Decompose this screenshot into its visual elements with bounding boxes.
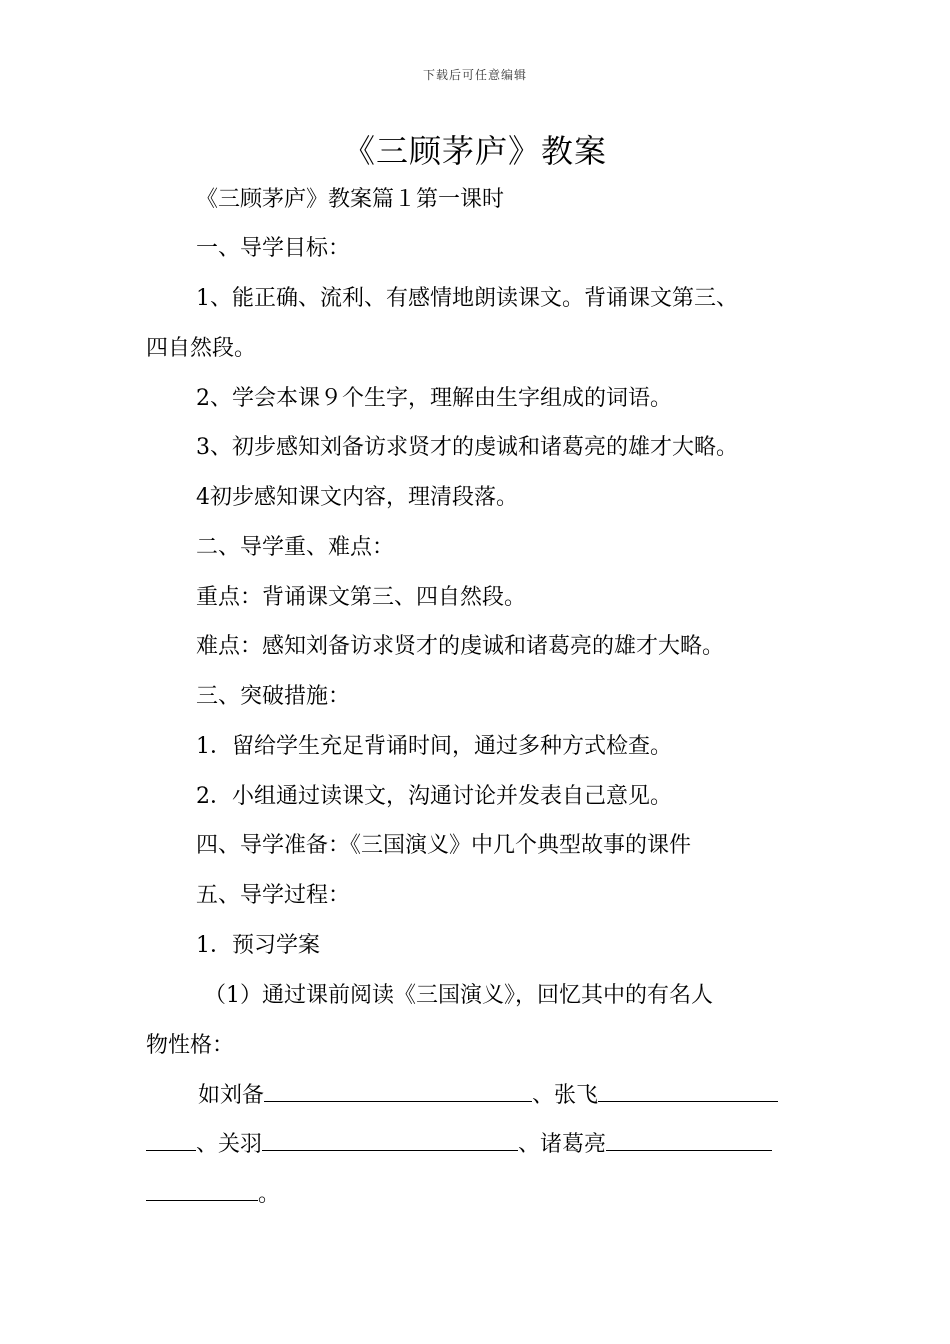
fill-end-mark: 。 xyxy=(258,1182,281,1207)
section-heading-process: 五、导学过程： xyxy=(196,883,351,908)
fill-in-line-1 xyxy=(198,1081,778,1111)
measure-1: 1．留给学生充足背诵时间，通过多种方式检查。 xyxy=(196,734,672,759)
measure-2: 2．小组通过读课文，沟通讨论并发表自己意见。 xyxy=(196,784,672,809)
blank-zhangfei-start[interactable] xyxy=(598,1081,778,1102)
fill-label-guanyu: 、关羽 xyxy=(196,1132,263,1157)
fill-label-zhugeliang: 、诸葛亮 xyxy=(518,1132,607,1157)
blank-liubei[interactable] xyxy=(264,1081,532,1102)
page-header-note: 下载后可任意编辑 xyxy=(422,68,527,82)
goal-4: 4初步感知课文内容，理清段落。 xyxy=(196,485,518,510)
section-heading-goals: 一、导学目标： xyxy=(196,236,351,261)
blank-zhugeliang-start[interactable] xyxy=(606,1130,772,1151)
blank-zhugeliang-end[interactable] xyxy=(146,1180,258,1201)
fill-label-liubei: 如刘备 xyxy=(198,1083,265,1108)
fill-label-zhangfei: 、张飞 xyxy=(532,1083,599,1108)
blank-zhangfei-end[interactable] xyxy=(146,1130,196,1151)
section-heading-measures: 三、突破措施： xyxy=(196,684,351,709)
document-title: 《三顾茅庐》教案 xyxy=(342,132,607,170)
key-point: 重点：背诵课文第三、四自然段。 xyxy=(196,585,527,610)
question-1-line-2: 物性格： xyxy=(146,1033,235,1058)
section-heading-key-points: 二、导学重、难点： xyxy=(196,535,395,560)
section-preparation: 四、导学准备：《三国演义》中几个典型故事的课件 xyxy=(196,833,692,858)
fill-in-line-2 xyxy=(146,1130,772,1160)
difficult-point: 难点：感知刘备访求贤才的虔诚和诸葛亮的雄才大略。 xyxy=(196,634,725,659)
blank-guanyu[interactable] xyxy=(262,1130,518,1151)
goal-1-line-2: 四自然段。 xyxy=(146,336,257,361)
goal-1-line-1: 1、能正确、流利、有感情地朗读课文。背诵课文第三、 xyxy=(196,286,738,311)
step-1-preview: 1．预习学案 xyxy=(196,933,320,958)
goal-3: 3、初步感知刘备访求贤才的虔诚和诸葛亮的雄才大略。 xyxy=(196,435,738,460)
goal-2: 2、学会本课９个生字，理解由生字组成的词语。 xyxy=(196,386,672,411)
subtitle: 《三顾茅庐》教案篇１第一课时 xyxy=(196,187,505,212)
fill-in-line-3 xyxy=(146,1180,280,1210)
question-1-line-1: （1）通过课前阅读《三国演义》，回忆其中的有名人 xyxy=(204,983,713,1008)
